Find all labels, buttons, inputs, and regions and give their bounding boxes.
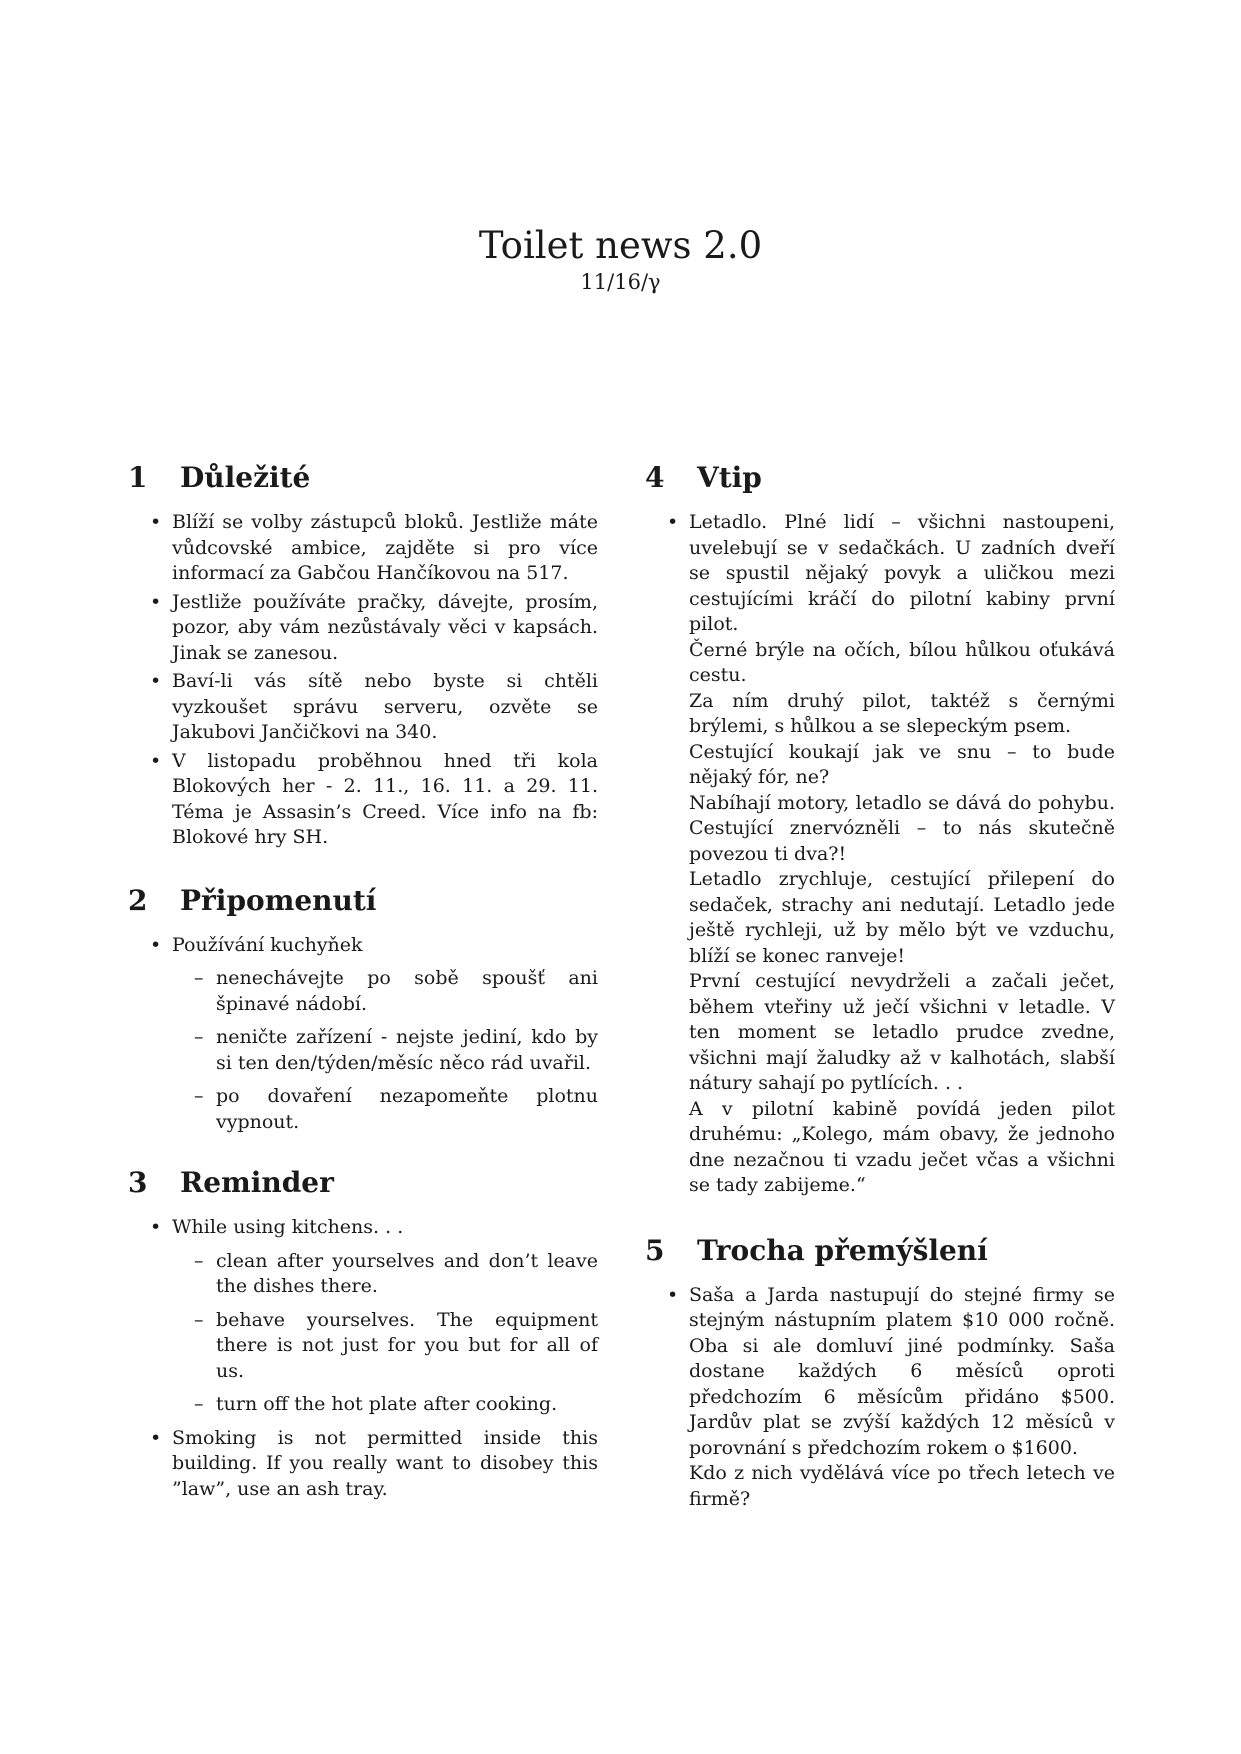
sub-list-item: – behave yourselves. The equipment there is not just for you but for all of us. <box>216 1308 598 1385</box>
left-column <box>128 460 598 1530</box>
section-heading <box>128 1165 598 1201</box>
bullet-list <box>128 1215 598 1502</box>
list-item: • Blíží se volby zástupců bloků. Jestliže máte vůdcovské ambice, zajděte si pro více informací za Gabčou Hančíkovou na 517. <box>172 510 598 587</box>
section-title: Připomenutí <box>180 883 377 917</box>
list-item <box>172 1215 598 1418</box>
section-number: 1 <box>128 461 148 494</box>
joke-paragraph: Cestující koukají jak ve snu – to bude nějaký fór, ne? <box>689 740 1115 788</box>
joke-paragraph: Letadlo zrychluje, cestující přilepení do sedaček, strachy ani nedutají. Letadlo jede ještě rychleji, už by mělo být ve vzduchu, blíží se konec ranveje! <box>689 868 1115 967</box>
section-pripomenuti <box>128 883 598 1136</box>
list-item: • Jestliže používáte pračky, dávejte, prosím, pozor, aby vám nezůstávaly věci v kapsách. Jinak se zanesou. <box>172 590 598 667</box>
section-heading <box>128 460 598 496</box>
list-item: • Baví-li vás sítě nebo byste si chtěli vyzkoušet správu serveru, ozvěte se Jakubovi Jančičkovi na 340. <box>172 669 598 746</box>
puzzle-question: Kdo z nich vydělává více po třech letech ve firmě? <box>689 1462 1115 1510</box>
sub-list-item: – turn off the hot plate after cooking. <box>216 1392 598 1418</box>
document-date: 11/16/γ <box>580 270 661 294</box>
bullet-list <box>645 1283 1115 1513</box>
document-header <box>0 226 1241 296</box>
sub-list-item: – neničte zařízení - nejste jediní, kdo by si ten den/týden/měsíc něco rád uvařil. <box>216 1025 598 1076</box>
section-trocha-premysleni <box>645 1233 1115 1513</box>
list-item: • Smoking is not permitted inside this building. If you really want to disobey this ”law”, use an ash tray. <box>172 1426 598 1503</box>
section-number: 4 <box>645 461 665 494</box>
list-item-text: Používání kuchyňek <box>172 933 363 956</box>
section-reminder <box>128 1165 598 1502</box>
bullet-list <box>128 933 598 1136</box>
section-heading <box>645 460 1115 496</box>
sub-list-item: – nenechávejte po sobě spoušť ani špinavé nádobí. <box>216 966 598 1017</box>
list-item-text: While using kitchens. . . <box>172 1216 404 1238</box>
section-title: Reminder <box>180 1166 334 1199</box>
joke-paragraph: Za ním druhý pilot, taktéž s černými brýlemi, s hůlkou a se slepeckým psem. <box>689 689 1115 737</box>
joke-paragraph: A v pilotní kabině povídá jeden pilot druhému: „Kolego, mám obavy, že jednoho dne nezačnou ti vzadu ječet včas a všichni se tady zabijeme.“ <box>689 1097 1115 1196</box>
joke-paragraph: • Letadlo. Plné lidí – všichni nastoupeni, uvelebují se v sedačkách. U zadních dveří se spustil nějaký povyk a uličkou mezi cestujícími kráčí do pilotní kabiny první pilot. <box>689 511 1115 635</box>
bullet-list <box>128 510 598 851</box>
section-number: 5 <box>645 1233 665 1267</box>
list-item: • V listopadu proběhnou hned tři kola Blokových her - 2. 11., 16. 11. a 29. 11. Téma je Assasin’s Creed. Více info na fb: Blokové hry SH. <box>172 749 598 851</box>
section-title: Trocha přemýšlení <box>697 1233 988 1267</box>
joke-paragraph: První cestující nevydrželi a začali ječet, během vteřiny už ječí všichni v letadle. V ten moment se letadlo prudce zvedne, všichni mají žaludky až v kalhotách, slabší nátury sahají po pytlících. . . <box>689 970 1115 1094</box>
section-title: Vtip <box>697 461 762 494</box>
right-column <box>645 460 1115 1540</box>
section-heading <box>128 883 598 919</box>
section-title: Důležité <box>180 461 311 494</box>
section-number: 2 <box>128 883 148 917</box>
bullet-list <box>645 510 1115 1199</box>
sub-list-item: – po dovaření nezapomeňte plotnu vypnout. <box>216 1084 598 1135</box>
joke-paragraph: Černé brýle na očích, bílou hůlkou oťukává cestu. <box>689 638 1115 686</box>
section-dulezite <box>128 460 598 851</box>
sub-list-item: – clean after yourselves and don’t leave the dishes there. <box>216 1249 598 1300</box>
list-item <box>172 933 598 1136</box>
puzzle-paragraph: • Saša a Jarda nastupují do stejné firmy se stejným nástupním platem $10 000 ročně. Oba si ale domluví jiné podmínky. Saša dostane každých 6 měsíců oproti předchozím 6 měsícům přidáno $500. Jardův plat se zvýší každých 12 měsíců v porovnání s předchozím rokem o $1600. <box>689 1283 1115 1459</box>
list-item <box>689 1283 1115 1513</box>
document-title: Toilet news 2.0 <box>478 224 763 267</box>
sub-list <box>172 966 598 1135</box>
section-vtip <box>645 460 1115 1199</box>
section-number: 3 <box>128 1166 148 1199</box>
sub-list <box>172 1249 598 1418</box>
section-heading <box>645 1233 1115 1269</box>
joke-paragraph: Nabíhají motory, letadlo se dává do pohybu. Cestující znervózněli – to nás skutečně povezou ti dva?! <box>689 791 1115 865</box>
list-item <box>689 510 1115 1199</box>
